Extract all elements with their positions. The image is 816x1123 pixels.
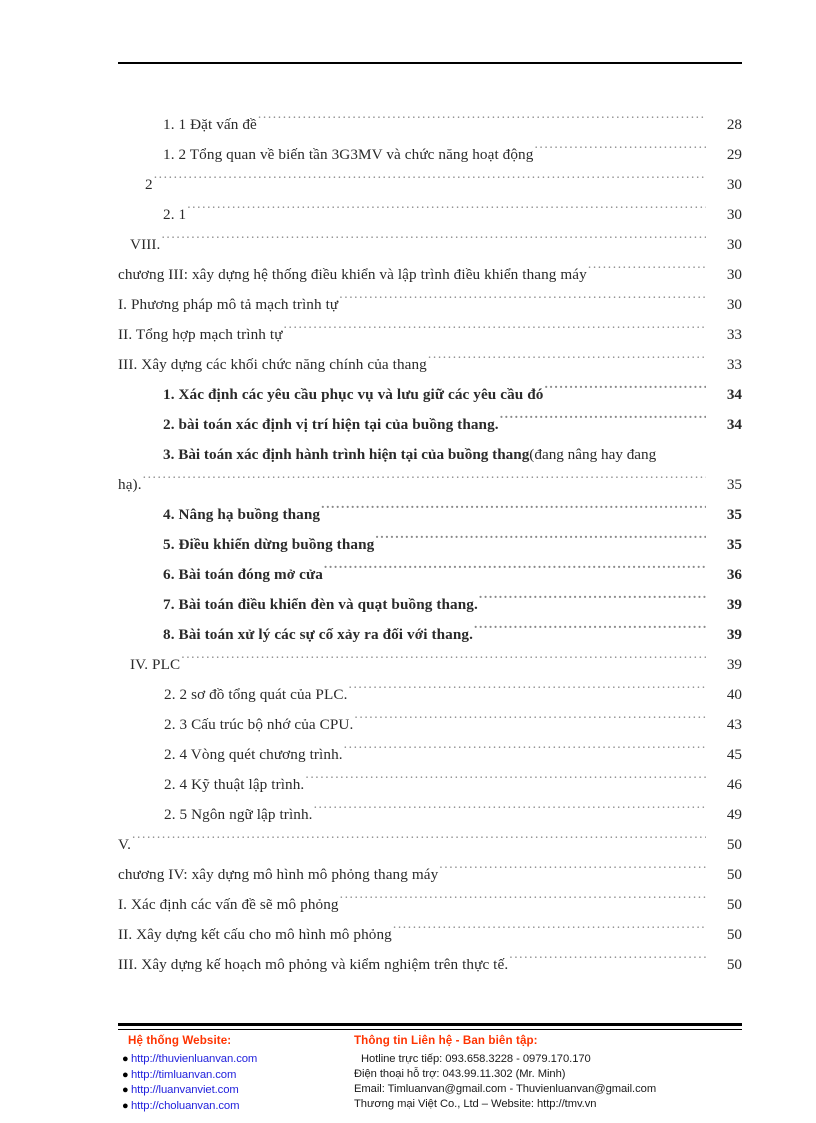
toc-entry-page: 30 bbox=[726, 296, 742, 313]
toc-entry-label: 8. Bài toán xử lý các sự cố xảy ra đối với thang. bbox=[163, 626, 473, 643]
table-of-contents bbox=[118, 110, 742, 980]
toc-entry-page: 35 bbox=[726, 476, 742, 493]
bullet-icon: ● bbox=[122, 1068, 129, 1081]
bullet-icon: ● bbox=[122, 1053, 129, 1065]
toc-entry-page: 39 bbox=[726, 596, 742, 613]
toc-entry-label-rest: (đang nâng hay đang bbox=[529, 446, 657, 463]
toc-entry-label: 6. Bài toán đóng mở cửa bbox=[163, 566, 323, 583]
toc-entry-label: 2. 2 sơ đồ tổng quát của PLC. bbox=[164, 686, 348, 703]
toc-entry[interactable] bbox=[118, 320, 742, 350]
toc-entry-label: 4. Nâng hạ buồng thang bbox=[163, 506, 321, 523]
website-link[interactable]: http://timluanvan.com bbox=[131, 1068, 237, 1081]
toc-entry-label: 1. 2 Tổng quan về biến tần 3G3MV và chức năng hoạt động bbox=[163, 146, 534, 163]
contact-hotline: Hotline trực tiếp: 093.658.3228 - 0979.170.170 bbox=[361, 1053, 591, 1065]
toc-entry-page: 30 bbox=[726, 236, 742, 253]
footer-contact-heading: Thông tin Liên hệ - Ban biên tập: bbox=[354, 1034, 538, 1047]
toc-entry-label: chương IV: xây dựng mô hình mô phỏng thang máy bbox=[118, 866, 439, 883]
toc-entry-label: 2. bài toán xác định vị trí hiện tại của buồng thang. bbox=[163, 416, 499, 433]
toc-entry-label: I. Phương pháp mô tả mạch trình tự bbox=[118, 296, 339, 313]
toc-entry-page: 34 bbox=[726, 386, 742, 403]
website-link[interactable]: http://luanvanviet.com bbox=[131, 1084, 239, 1096]
toc-leader bbox=[509, 954, 706, 969]
toc-entry[interactable] bbox=[118, 950, 742, 980]
list-item[interactable] bbox=[122, 1099, 348, 1114]
toc-entry-label: 2. 4 Vòng quét chương trình. bbox=[164, 746, 343, 763]
contact-phone: Điện thoại hỗ trợ: 043.99.11.302 (Mr. Minh) bbox=[354, 1068, 566, 1080]
toc-entry-label: 5. Điều khiển dừng buồng thang bbox=[163, 536, 375, 553]
toc-entry-label: 1. Xác định các yêu cầu phục vụ và lưu giữ các yêu cầu đó bbox=[163, 386, 544, 403]
toc-entry-continuation bbox=[118, 470, 742, 500]
toc-leader bbox=[428, 354, 706, 369]
toc-leader bbox=[321, 504, 706, 519]
toc-entry[interactable] bbox=[118, 530, 742, 560]
toc-entry-page: 35 bbox=[726, 536, 742, 553]
list-item[interactable] bbox=[122, 1052, 348, 1067]
list-item[interactable] bbox=[122, 1083, 348, 1098]
toc-entry-page: 50 bbox=[726, 896, 742, 913]
toc-entry[interactable] bbox=[118, 830, 742, 860]
toc-entry[interactable] bbox=[118, 410, 742, 440]
toc-leader bbox=[348, 684, 706, 699]
toc-leader bbox=[588, 264, 706, 279]
toc-leader bbox=[344, 744, 706, 759]
toc-entry-page: 50 bbox=[726, 866, 742, 883]
toc-entry-label: 7. Bài toán điều khiển đèn và quạt buồng thang. bbox=[163, 596, 478, 613]
toc-entry-page: 45 bbox=[726, 746, 742, 763]
toc-entry-page: 33 bbox=[726, 356, 742, 373]
bullet-icon: ● bbox=[122, 1084, 129, 1096]
toc-entry[interactable] bbox=[118, 260, 742, 290]
website-link[interactable]: http://choluanvan.com bbox=[131, 1099, 240, 1112]
toc-leader bbox=[314, 804, 706, 819]
toc-entry-label: chương III: xây dựng hệ thống điều khiển và lập trình điều khiển thang máy bbox=[118, 266, 587, 283]
toc-leader bbox=[340, 894, 706, 909]
toc-leader bbox=[324, 564, 706, 579]
toc-entry[interactable] bbox=[118, 680, 742, 710]
website-link[interactable]: http://thuvienluanvan.com bbox=[131, 1053, 258, 1065]
list-item[interactable] bbox=[122, 1068, 348, 1083]
toc-leader bbox=[479, 594, 706, 609]
toc-leader bbox=[375, 534, 706, 549]
toc-entry-page: 43 bbox=[726, 716, 742, 733]
toc-entry[interactable] bbox=[118, 650, 742, 680]
toc-entry[interactable] bbox=[118, 500, 742, 530]
toc-entry-page: 28 bbox=[726, 116, 742, 133]
toc-leader bbox=[544, 384, 706, 399]
toc-leader bbox=[393, 924, 706, 939]
toc-entry-page: 46 bbox=[726, 776, 742, 793]
toc-entry[interactable] bbox=[118, 770, 742, 800]
toc-entry-label: VIII. bbox=[130, 236, 161, 253]
toc-entry-label: 2. 1 bbox=[163, 206, 187, 223]
footer-websites-column bbox=[118, 1034, 348, 1114]
toc-entry-page: 39 bbox=[726, 626, 742, 643]
toc-entry[interactable] bbox=[118, 380, 742, 410]
toc-leader bbox=[474, 624, 706, 639]
toc-entry-page: 50 bbox=[726, 836, 742, 853]
toc-entry[interactable] bbox=[118, 560, 742, 590]
toc-entry-label: IV. PLC bbox=[130, 656, 181, 673]
toc-entry[interactable] bbox=[118, 800, 742, 830]
toc-entry-page: 34 bbox=[726, 416, 742, 433]
footer-divider-thick bbox=[118, 1023, 742, 1026]
toc-entry-label: 1. 1 Đặt vấn đề bbox=[163, 116, 257, 133]
toc-entry-page: 50 bbox=[726, 926, 742, 943]
toc-entry[interactable] bbox=[118, 620, 742, 650]
toc-entry-page: 39 bbox=[726, 656, 742, 673]
toc-entry[interactable] bbox=[118, 710, 742, 740]
toc-entry[interactable] bbox=[118, 140, 742, 170]
toc-entry[interactable] bbox=[118, 890, 742, 920]
toc-entry-label-line2: hạ). bbox=[118, 476, 142, 493]
toc-entry-page: 36 bbox=[726, 566, 742, 583]
toc-entry[interactable] bbox=[118, 200, 742, 230]
toc-entry[interactable] bbox=[118, 590, 742, 620]
toc-entry[interactable] bbox=[118, 860, 742, 890]
footer-link-list bbox=[118, 1052, 348, 1113]
toc-entry[interactable] bbox=[118, 920, 742, 950]
toc-entry[interactable] bbox=[118, 740, 742, 770]
toc-leader bbox=[181, 654, 706, 669]
toc-leader bbox=[534, 144, 706, 159]
toc-leader bbox=[161, 234, 706, 249]
footer-divider-thin bbox=[118, 1029, 742, 1030]
toc-entry-page: 50 bbox=[726, 956, 742, 973]
toc-leader bbox=[258, 114, 706, 129]
toc-leader bbox=[500, 414, 706, 429]
toc-entry[interactable] bbox=[118, 350, 742, 380]
toc-entry-label: V. bbox=[118, 836, 132, 853]
toc-entry-label: III. Xây dựng các khối chức năng chính của thang bbox=[118, 356, 427, 373]
toc-leader bbox=[143, 474, 706, 489]
footer-websites-heading: Hệ thống Website: bbox=[128, 1034, 232, 1047]
toc-leader bbox=[354, 714, 706, 729]
footer-contact-column bbox=[348, 1034, 742, 1112]
toc-entry-page: 40 bbox=[726, 686, 742, 703]
contact-company: Thương mại Việt Co., Ltd – Website: http://tmv.vn bbox=[354, 1098, 597, 1110]
toc-entry[interactable] bbox=[118, 110, 742, 140]
toc-entry-label-bold: 3. Bài toán xác định hành trình hiện tại của buồng thang bbox=[163, 446, 530, 463]
toc-entry-page: 33 bbox=[726, 326, 742, 343]
toc-entry-label: 2 bbox=[145, 176, 153, 193]
header-divider bbox=[118, 62, 742, 64]
toc-entry-label: I. Xác định các vấn đề sẽ mô phỏng bbox=[118, 896, 339, 913]
toc-entry-label: II. Xây dựng kết cấu cho mô hình mô phỏng bbox=[118, 926, 392, 943]
toc-leader bbox=[439, 864, 706, 879]
toc-leader bbox=[187, 204, 706, 219]
toc-entry-label: 2. 3 Cấu trúc bộ nhớ của CPU. bbox=[164, 716, 354, 733]
toc-entry-label: 2. 4 Kỹ thuật lập trình. bbox=[164, 776, 305, 793]
bullet-icon: ● bbox=[122, 1099, 129, 1112]
toc-leader bbox=[132, 834, 706, 849]
toc-entry-page: 30 bbox=[726, 266, 742, 283]
toc-entry[interactable] bbox=[118, 170, 742, 200]
toc-entry-page: 30 bbox=[726, 176, 742, 193]
contact-email: Email: Timluanvan@gmail.com - Thuvienluanvan@gmail.com bbox=[354, 1083, 657, 1095]
toc-entry[interactable] bbox=[118, 230, 742, 260]
toc-leader bbox=[305, 774, 706, 789]
toc-leader bbox=[284, 324, 706, 339]
toc-entry-label-line1 bbox=[163, 440, 742, 470]
toc-entry[interactable] bbox=[118, 290, 742, 320]
page-footer bbox=[118, 1034, 742, 1114]
toc-entry-page: 30 bbox=[726, 206, 742, 223]
toc-entry-page: 49 bbox=[726, 806, 742, 823]
toc-entry-label: II. Tổng hợp mạch trình tự bbox=[118, 326, 283, 343]
toc-entry-page: 29 bbox=[726, 146, 742, 163]
toc-entry-wrapped[interactable] bbox=[118, 440, 742, 500]
toc-entry-page: 35 bbox=[726, 506, 742, 523]
toc-leader bbox=[339, 294, 706, 309]
toc-entry-label: III. Xây dựng kế hoạch mô phỏng và kiểm nghiệm trên thực tế. bbox=[118, 956, 509, 973]
toc-leader bbox=[154, 174, 706, 189]
toc-entry-label: 2. 5 Ngôn ngữ lập trình. bbox=[164, 806, 313, 823]
